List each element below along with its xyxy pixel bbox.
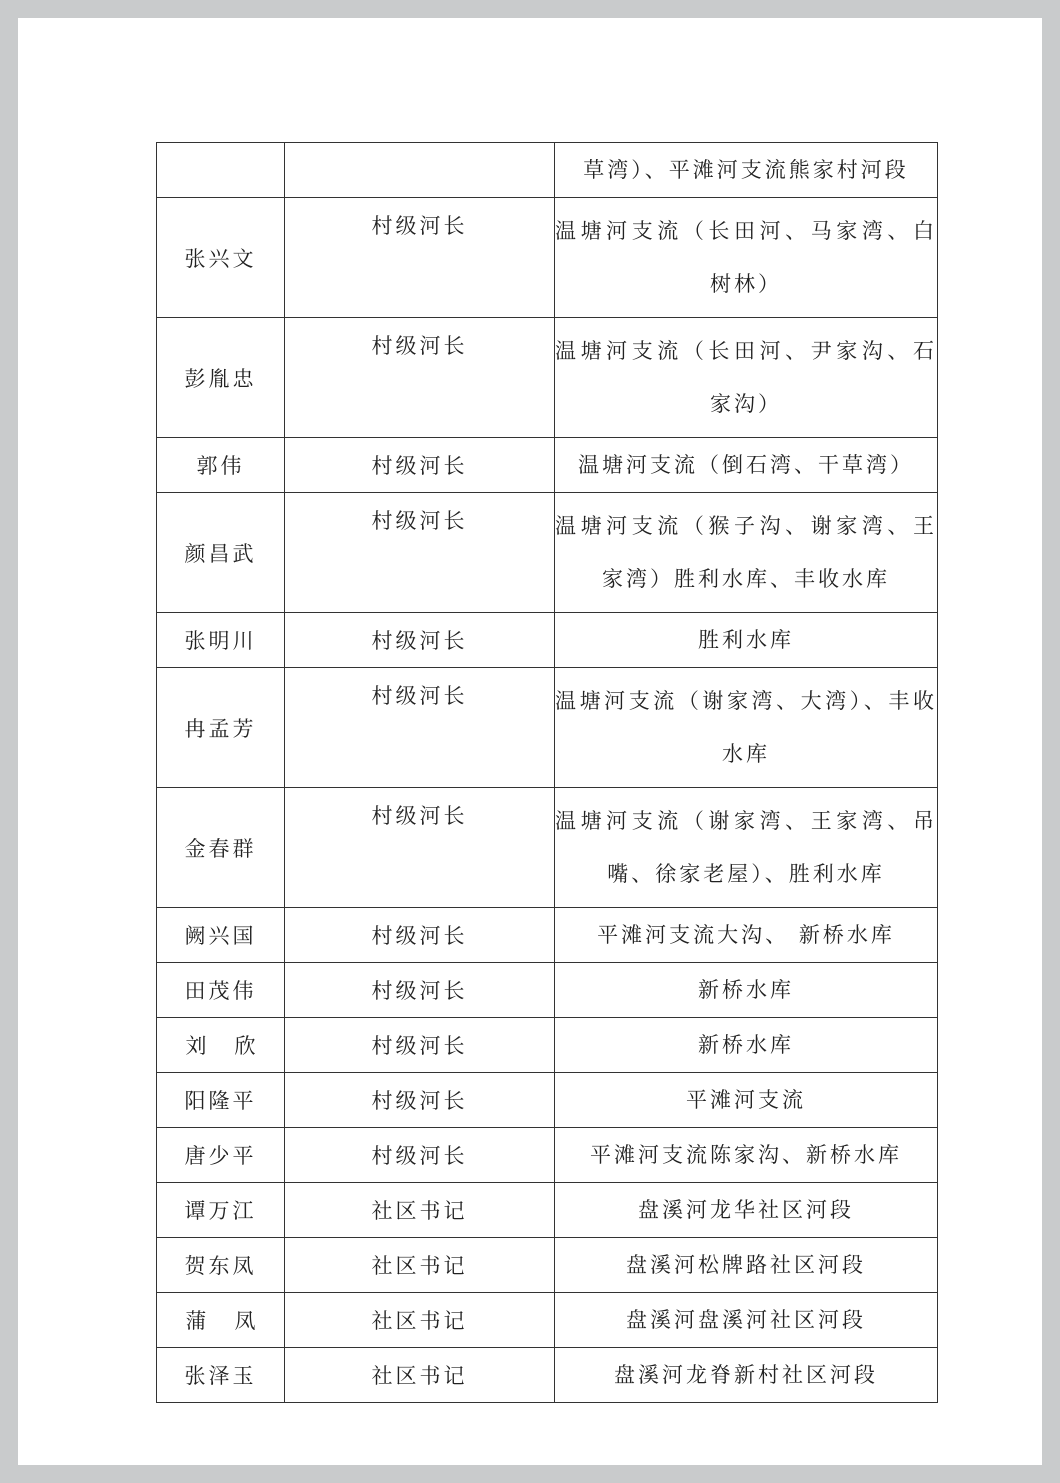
table-row [157,493,938,613]
role-cell: 村级河长 [285,1073,555,1128]
river-section-cell: 温塘河支流（长田河、尹家沟、石家沟） [555,318,938,438]
role-cell: 村级河长 [285,1018,555,1073]
person-name: 冉孟芳 [184,716,257,741]
table-row [157,1183,938,1238]
river-section-cell: 新桥水库 [555,963,938,1018]
table-row [157,318,938,438]
person-name: 郭伟 [196,454,245,478]
table-row [157,1293,938,1348]
name-cell [157,493,285,613]
person-name: 刘欣 [185,1034,284,1058]
river-section-cell: 胜利水库 [555,613,938,668]
name-cell [157,613,285,668]
table-row [157,1238,938,1293]
person-name: 唐少平 [184,1144,257,1168]
river-section-cell: 温塘河支流（谢家湾、大湾）、丰收水库 [555,668,938,788]
name-cell [157,1238,285,1293]
river-section-cell: 盘溪河盘溪河社区河段 [555,1293,938,1348]
person-name: 贺东凤 [184,1254,257,1278]
person-name: 颜昌武 [184,541,257,566]
person-name: 蒲凤 [185,1309,284,1333]
name-cell [157,438,285,493]
table-row [157,963,938,1018]
role-cell: 社区书记 [285,1238,555,1293]
name-cell [157,1128,285,1183]
river-section-cell: 平滩河支流陈家沟、新桥水库 [555,1128,938,1183]
table-row [157,1018,938,1073]
role-cell [285,143,555,198]
role-cell: 社区书记 [285,1348,555,1403]
role-cell: 村级河长 [285,438,555,493]
name-cell [157,908,285,963]
name-cell [157,668,285,788]
river-section-cell: 温塘河支流（谢家湾、王家湾、吊嘴、徐家老屋）、胜利水库 [555,788,938,908]
name-cell [157,1293,285,1348]
person-name: 阙兴国 [184,924,257,948]
role-cell: 村级河长 [285,198,555,318]
table-row [157,908,938,963]
river-section-cell: 盘溪河龙脊新村社区河段 [555,1348,938,1403]
person-name: 张兴文 [184,246,257,271]
role-cell: 村级河长 [285,668,555,788]
role-cell: 村级河长 [285,318,555,438]
river-section-cell: 盘溪河龙华社区河段 [555,1183,938,1238]
table-row [157,143,938,198]
person-name: 谭万江 [184,1199,257,1223]
river-section-cell: 温塘河支流（长田河、马家湾、白树林） [555,198,938,318]
role-cell: 村级河长 [285,493,555,613]
table-body [157,143,938,1403]
name-cell [157,1348,285,1403]
name-cell [157,318,285,438]
name-cell [157,963,285,1018]
name-cell [157,1018,285,1073]
table-row [157,438,938,493]
person-name: 金春群 [184,836,257,861]
role-cell: 村级河长 [285,908,555,963]
person-name: 张泽玉 [184,1364,257,1388]
name-cell [157,1073,285,1128]
person-name: 彭胤忠 [184,366,257,391]
role-cell: 村级河长 [285,1128,555,1183]
river-section-cell: 温塘河支流（倒石湾、干草湾） [555,438,938,493]
river-section-cell: 草湾）、平滩河支流熊家村河段 [555,143,938,198]
table-row [157,613,938,668]
name-cell [157,1183,285,1238]
role-cell: 村级河长 [285,963,555,1018]
role-cell: 村级河长 [285,788,555,908]
person-name: 阳隆平 [184,1089,257,1113]
river-section-cell: 新桥水库 [555,1018,938,1073]
river-section-cell: 平滩河支流 [555,1073,938,1128]
river-section-cell: 盘溪河松牌路社区河段 [555,1238,938,1293]
table-row [157,1128,938,1183]
table-row [157,788,938,908]
role-cell: 社区书记 [285,1183,555,1238]
table-row [157,198,938,318]
table-row [157,1073,938,1128]
river-section-cell: 平滩河支流大沟、 新桥水库 [555,908,938,963]
person-name: 张明川 [184,629,257,653]
river-chief-table [156,142,938,1403]
person-name: 田茂伟 [184,979,257,1003]
name-cell [157,788,285,908]
table-row [157,668,938,788]
role-cell: 村级河长 [285,613,555,668]
name-cell [157,198,285,318]
role-cell: 社区书记 [285,1293,555,1348]
table-row [157,1348,938,1403]
river-section-cell: 温塘河支流（猴子沟、谢家湾、王家湾）胜利水库、丰收水库 [555,493,938,613]
name-cell [157,143,285,198]
